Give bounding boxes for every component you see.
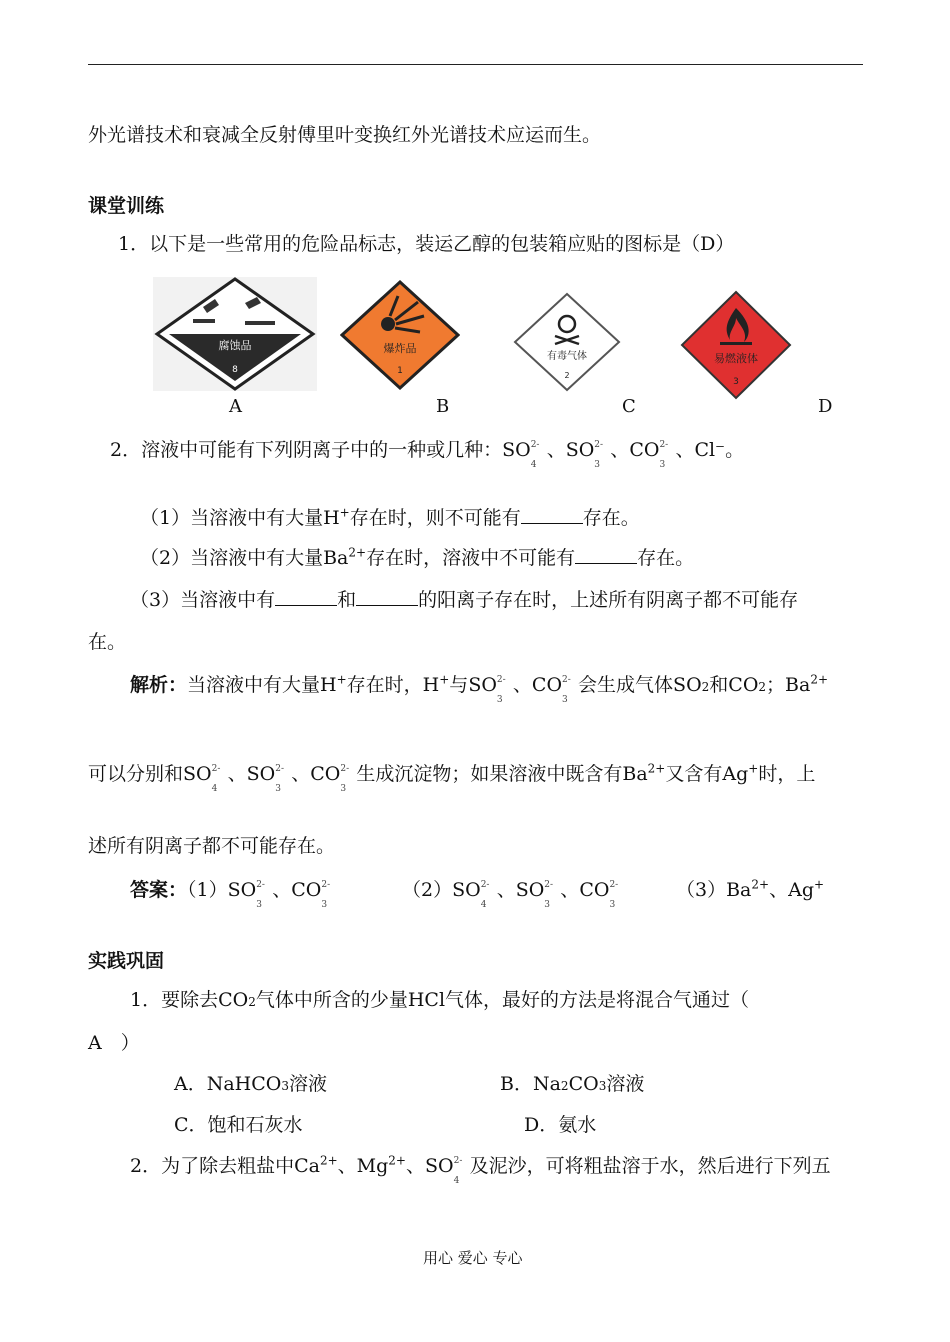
toxic-gas-sign	[513, 292, 621, 392]
sign-letter-b: B	[436, 396, 450, 417]
question-2-part-3: （3）当溶液中有 和 的阳离子存在时，上述所有阴离子都不可能存	[130, 589, 799, 611]
page-footer: 用心 爱心 专心	[423, 1249, 523, 1267]
svg-text:爆炸品: 爆炸品	[383, 342, 417, 355]
sign-letter-a: A	[229, 396, 242, 417]
analysis-line-2: 可以分别和SO 2- 4 、SO 2- 3 、CO 2- 3 生成沉淀物；如果溶液中既含有$Ba^{2+}$又含有Ag+时，上	[88, 761, 816, 794]
practice-1-answer: A ）	[88, 1032, 140, 1054]
answer-line: 答案：（1）SO 2- 3 、CO 2- 3	[130, 879, 331, 910]
svg-text:1: 1	[397, 366, 403, 376]
analysis-label: 解析：	[130, 674, 188, 696]
answer-part-2: （2）SO 2- 4 、SO 2- 3 、CO 2- 3	[402, 879, 619, 910]
section-title-practice: 实践巩固	[88, 950, 165, 972]
option-c: C．饱和石灰水	[174, 1114, 303, 1136]
answer-blank[interactable]	[275, 587, 337, 606]
svg-text:有毒气体: 有毒气体	[547, 351, 587, 362]
sign-letter-c: C	[622, 396, 636, 417]
option-d: D．氨水	[524, 1114, 597, 1136]
svg-text:易燃液体: 易燃液体	[714, 352, 758, 365]
header-rule	[88, 64, 863, 65]
svg-text:腐蚀品: 腐蚀品	[218, 339, 252, 352]
question-2-stem: 2．溶液中可能有下列阴离子中的一种或几种：SO 2- 4 、SO 2- 3 、CO 2- 3 、Cl⁻。	[110, 439, 745, 470]
ion-carbonate: CO 2- 3	[629, 439, 669, 470]
answer-part-3: $(3)Ba^{2+}$、Ag+	[676, 877, 825, 901]
svg-text:8: 8	[232, 365, 238, 375]
option-a: A．NaHCO3溶液	[174, 1073, 328, 1095]
question-1-text: 1．以下是一些常用的危险品标志，装运乙醇的包装箱应贴的图标是（D）	[118, 233, 735, 255]
answer-label: 答案：	[130, 879, 188, 901]
svg-text:2: 2	[564, 371, 570, 380]
question-2-part-3-end: 在。	[88, 631, 127, 653]
intro-line: 外光谱技术和衰减全反射傅里叶变换红外光谱技术应运而生。	[88, 124, 602, 146]
practice-1-text: 1．要除去CO2气体中所含的少量HCl气体，最好的方法是将混合气通过（	[130, 989, 750, 1011]
question-2-part-2: （2）当溶液中有大量$Ba^{2+}$存在时，溶液中不可能有 存在。	[140, 545, 695, 569]
analysis-line-1: 解析：当溶液中有大量H+存在时，H+与SO 2- 3 、CO 2- 3 会生成气体SO2和CO2；$Ba^{2+}$	[130, 672, 829, 705]
ion-sulfate: SO 2- 4	[502, 439, 540, 470]
analysis-line-3: 述所有阴离子都不可能存在。	[88, 835, 336, 857]
answer-blank[interactable]	[356, 587, 418, 606]
practice-2-text: 2．为了除去粗盐中$Ca^{2+}$、$Mg^{2+}$、SO 2- 4 及泥沙，可将粗盐溶于水，然后进行下列五	[130, 1153, 831, 1186]
answer-blank[interactable]	[521, 505, 583, 524]
corrosive-sign	[153, 277, 317, 391]
svg-text:3: 3	[733, 377, 739, 387]
option-b: B．Na2CO3溶液	[500, 1073, 645, 1095]
answer-blank[interactable]	[575, 545, 637, 564]
flammable-liquid-sign	[680, 290, 792, 400]
explosive-sign	[340, 280, 460, 390]
section-title-classroom: 课堂训练	[88, 195, 165, 217]
sign-letter-d: D	[818, 396, 833, 417]
ion-sulfite: SO 2- 3	[565, 439, 604, 470]
question-2-part-1: （1）当溶液中有大量H+存在时，则不可能有 存在。	[140, 505, 640, 529]
